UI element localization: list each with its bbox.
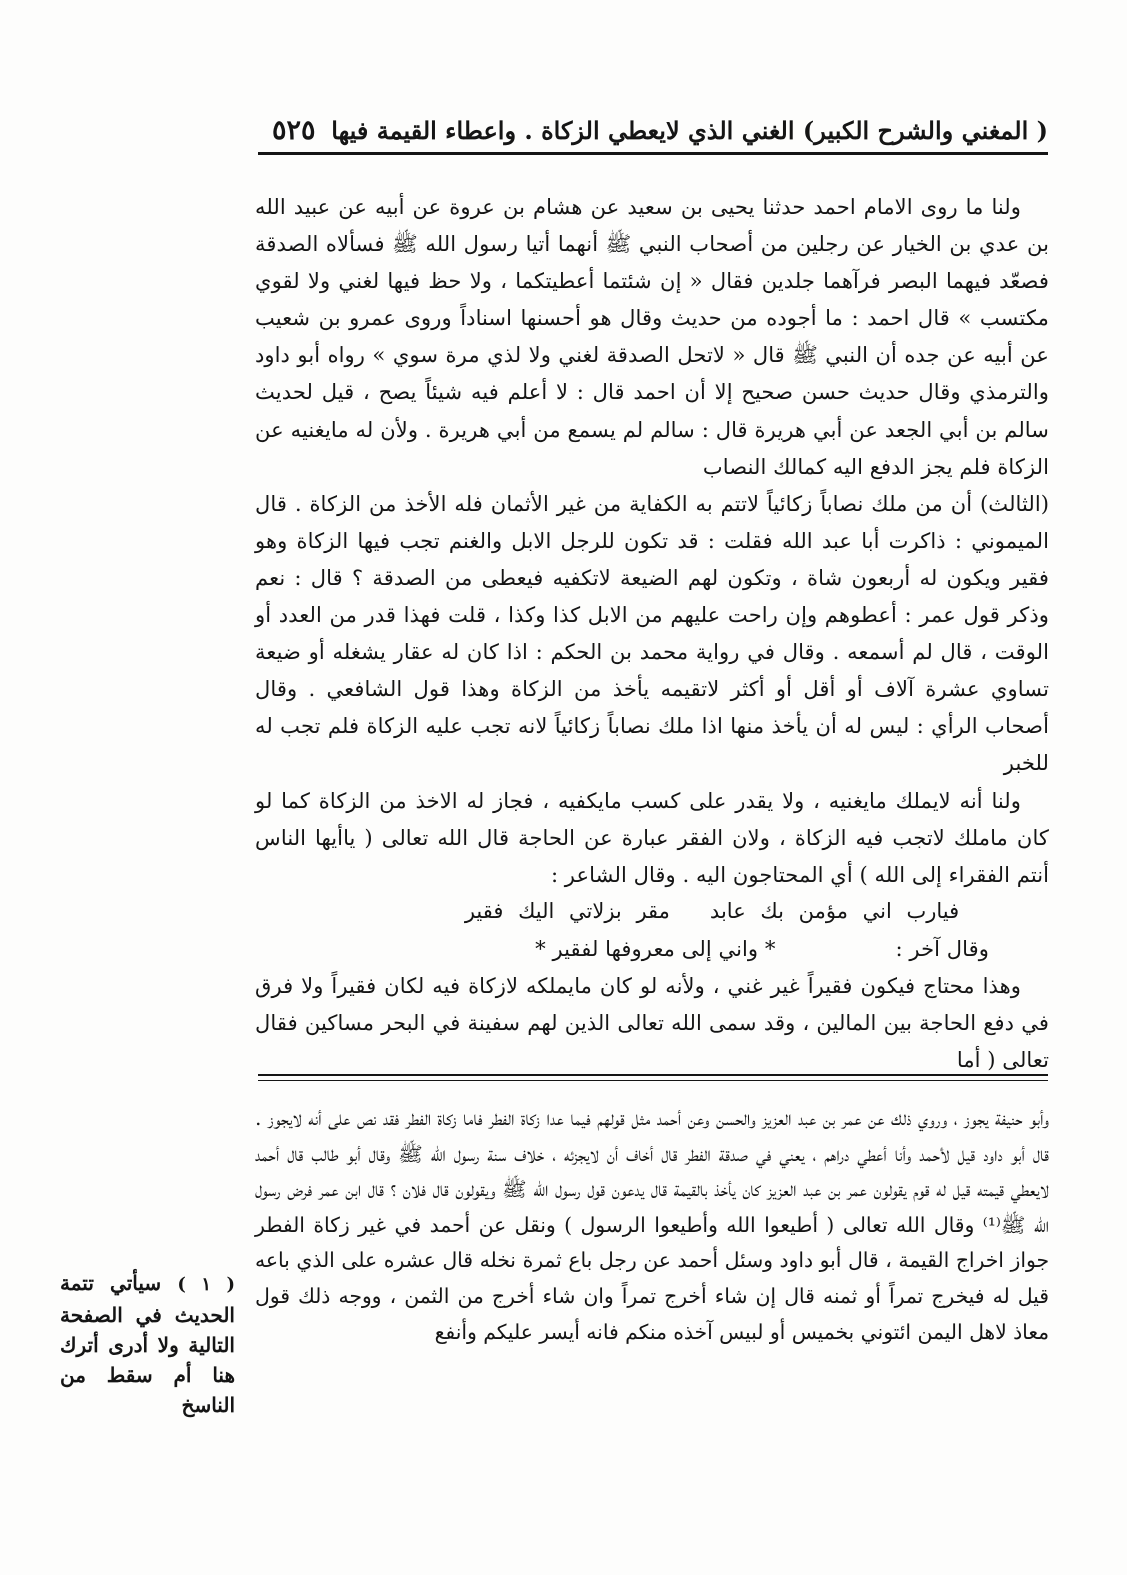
paragraph: ولنا ما روى الامام احمد حدثنا يحيى بن سعيد عن هشام بن عروة عن أبيه عن عبيد الله بن عدي بن الخيار عن رجلين من أصحاب النبي ﷺ أنهما أتيا رسول الله ﷺ فسألاه الصدقة فصعّد فيهما البصر فرآهما جلدين فقال « إن شئتما أعطيتكما ، ولا حظ فيها لغني ولا لقوي مكتسب » قال احمد : ما أجوده من حديث وقال هو أحسنها اسناداً وروى عمرو بن شعيب عن أبيه عن جده أن النبي ﷺ قال « لاتحل الصدقة لغني ولا لذي مرة سوي » رواه أبو داود والترمذي وقال حديث حسن صحيح إلا أن احمد قال : لا أعلم فيه شيئاً يصح ، قيل لحديث سالم بن أبي الجعد عن أبي هريرة قال : سالم لم يسمع من أبي هريرة . ولأن له مايغنيه عن الزكاة فلم يجز الدفع اليه كمالك النصاب — [255, 194, 1049, 479]
header-title: ( المغني والشرح الكبير) الغني الذي لايعطي الزكاة . واعطاء القيمة فيها — [331, 115, 1048, 145]
page-number: ٥٢٥ — [272, 114, 316, 146]
verse-line: * واني إلى معروفها لفقير * — [535, 935, 776, 961]
header-rule — [258, 152, 1048, 155]
footnote-rule — [258, 1074, 1048, 1076]
second-verse — [255, 930, 1049, 967]
footnote-paragraph: وأبو حنيفة يجوز ، وروي ذلك عن عمر بن عبد العزيز والحسن وعن أحمد مثل قولهم فيما عدا زكاة الفطر فاما زكاة الفطر فقد نص على أنه لايجوز . قال أبو داود قيل لأحمد وأنا أعطي دراهم ، يعني في صدقة الفطر قال أخاف أن لايجزئه ، خلاف سنة رسول الله ﷺ وقال أبو طالب قال أحمد لايعطي قيمته قيل له قوم يقولون عمر بن عبد العزيز كان يأخذ بالقيمة قال يدعون قول رسول الله ﷺ ويقولون قال فلان ؟ قال ابن عمر فرض رسول الله ﷺ⁽¹⁾ وقال الله تعالى ( أطيعوا الله وأطيعوا الرسول ) ونقل عن أحمد في غير زكاة الفطر جواز اخراج القيمة ، قال أبو داود وسئل أحمد عن رجل باع ثمرة نخله قال عشره على الذي باعه قيل له فيخرج تمراً أو ثمنه قال إن شاء أخرج تمراً وان شاء أخرج من الثمن ، ووجه ذلك قول معاذ لاهل اليمن ائتوني بخميس أو لبيس آخذه منكم فانه أيسر عليكم وأنفع — [255, 1106, 1049, 1344]
paragraph: وهذا محتاج فيكون فقيراً غير غني ، ولأنه لو كان مايملكه لازكاة فيه لكان فقيراً ولا فرق في دفع الحاجة بين المالين ، وقد سمى الله تعالى الذين لهم سفينة في البحر مساكين فقال تعالى ( أما — [255, 972, 1049, 1073]
margin-note-text: سيأتي تتمة الحديث في الصفحة التالية ولا أدرى أترك هنا أم سقط من الناسخ — [60, 1271, 235, 1417]
running-header — [258, 110, 1048, 150]
main-text-block — [255, 188, 1049, 1073]
paragraph: ولنا أنه لايملك مايغنيه ، ولا يقدر على كسب مايكفيه ، فجاز له الاخذ من الزكاة كما لو كان ماملك لاتجب فيه الزكاة ، ولان الفقر عبارة عن الحاجة قال الله تعالى ( ياأيها الناس أنتم الفقراء إلى الله ) أي المحتاجون اليه . وقال الشاعر : — [255, 787, 1049, 887]
margin-note — [60, 1268, 235, 1420]
poetry-verse — [255, 893, 1049, 930]
paragraph: (الثالث) أن من ملك نصاباً زكائياً لاتتم به الكفاية من غير الأثمان فله الأخذ من الزكاة . قال الميموني : ذاكرت أبا عبد الله فقلت : قد تكون للرجل الابل والغنم تجب فيها الزكاة وهو فقير ويكون له أربعون شاة ، وتكون لهم الضيعة لاتكفيه فيعطى من الصدقة ؟ قال : نعم وذكر قول عمر : أعطوهم وإن راحت عليهم من الابل كذا وكذا ، قلت فهذا قدر من العدد أو الوقت ، قال لم أسمعه . وقال في رواية محمد بن الحكم : اذا كان له عقار يشغله أو ضيعة تساوي عشرة آلاف أو أقل أو أكثر لاتقيمه يأخذ من الزكاة وهذا قول الشافعي . وقال أصحاب الرأي : ليس له أن يأخذ منها اذا ملك نصاباً زكائياً لانه تجب عليه الزكاة فلم تجب له للخبر — [255, 490, 1049, 776]
verse-first-hemistich: فيارب اني مؤمن بك عابد — [709, 898, 960, 923]
footnote-rule — [258, 1080, 1048, 1081]
margin-note-number: ( ١ ) — [177, 1274, 235, 1295]
verse-second-hemistich: مقر بزلاتي اليك فقير — [464, 898, 670, 923]
verse-intro: وقال آخر : — [895, 935, 989, 961]
footnote-block — [255, 1101, 1049, 1481]
